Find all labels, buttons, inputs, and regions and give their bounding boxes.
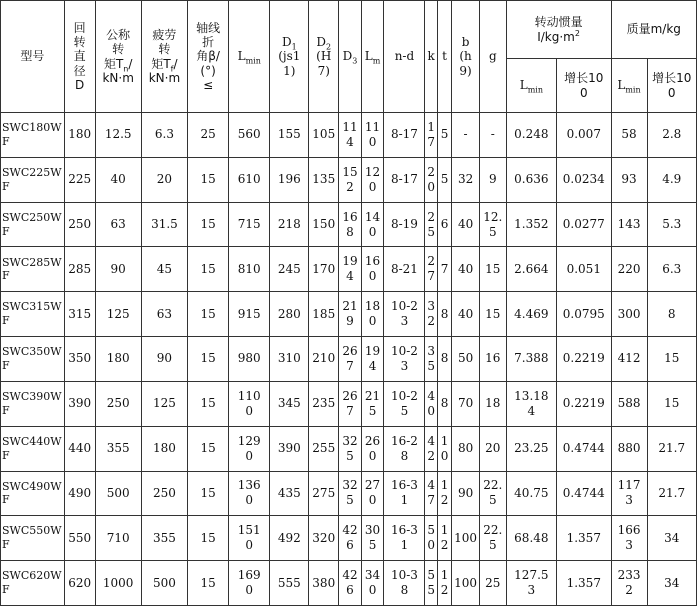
header-mass-lmin: $L_{min}$: [611, 59, 647, 113]
cell-inertia-lmin: 7.388: [506, 337, 556, 382]
table-row: [1, 516, 697, 561]
cell-fatigue-torque: 45: [141, 247, 187, 292]
cell-d2: 235: [309, 381, 339, 426]
table-row: [1, 247, 697, 292]
header-inertia-increase: 增长10 0: [557, 59, 612, 113]
cell-g: 15: [479, 247, 506, 292]
cell-mass-lmin: 880: [611, 426, 647, 471]
cell-k: 3 5: [425, 337, 437, 382]
cell-k: 2 7: [425, 247, 437, 292]
table-row: [1, 561, 697, 606]
cell-inertia-lmin: 40.75: [506, 471, 556, 516]
cell-t: 1 2: [437, 561, 451, 606]
cell-d2: 135: [309, 157, 339, 202]
cell-b: 40: [452, 202, 480, 247]
header-model: 型号: [1, 1, 65, 113]
table-row: [1, 471, 697, 516]
cell-mass-lmin: 300: [611, 292, 647, 337]
cell-g: 22. 5: [479, 516, 506, 561]
table-row: [1, 157, 697, 202]
header-inertia-lmin: $L_{min}$: [506, 59, 556, 113]
cell-d1: 555: [270, 561, 309, 606]
cell-diameter: 440: [64, 426, 95, 471]
cell-d1: 245: [270, 247, 309, 292]
cell-d3: 32 5: [339, 426, 362, 471]
cell-diameter: 390: [64, 381, 95, 426]
cell-diameter: 315: [64, 292, 95, 337]
cell-k: 1 7: [425, 113, 437, 158]
cell-inertia-increase: 0.0795: [557, 292, 612, 337]
cell-d3: 21 9: [339, 292, 362, 337]
cell-b: 80: [452, 426, 480, 471]
cell-lmin: 169 0: [229, 561, 270, 606]
cell-lmin: 610: [229, 157, 270, 202]
cell-mass-increase: 2.8: [647, 113, 697, 158]
cell-nd: 8-17: [384, 157, 425, 202]
cell-mass-lmin: 166 3: [611, 516, 647, 561]
cell-nominal-torque: 12.5: [95, 113, 141, 158]
cell-model: SWC315W F: [1, 292, 65, 337]
cell-nd: 8-19: [384, 202, 425, 247]
cell-mass-increase: 21.7: [647, 426, 697, 471]
cell-d3: 16 8: [339, 202, 362, 247]
cell-lm: 27 0: [361, 471, 384, 516]
cell-inertia-increase: 0.2219: [557, 381, 612, 426]
cell-axis-angle: 25: [188, 113, 229, 158]
header-row-top: [1, 1, 697, 59]
cell-g: 12. 5: [479, 202, 506, 247]
cell-d1: 196: [270, 157, 309, 202]
cell-g: 18: [479, 381, 506, 426]
header-lm: $L_m$: [361, 1, 384, 113]
cell-k: 2 0: [425, 157, 437, 202]
cell-d2: 380: [309, 561, 339, 606]
cell-inertia-lmin: 13.18 4: [506, 381, 556, 426]
cell-t: 6: [437, 202, 451, 247]
cell-lm: 30 5: [361, 516, 384, 561]
cell-fatigue-torque: 180: [141, 426, 187, 471]
cell-b: 40: [452, 247, 480, 292]
header-d2: $D_2$ (H 7): [309, 1, 339, 113]
cell-nominal-torque: 500: [95, 471, 141, 516]
cell-fatigue-torque: 500: [141, 561, 187, 606]
cell-b: -: [452, 113, 480, 158]
header-mass-group: 质量m/kg: [611, 1, 696, 59]
table-row: [1, 292, 697, 337]
cell-model: SWC250W F: [1, 202, 65, 247]
table-row: [1, 202, 697, 247]
cell-b: 100: [452, 516, 480, 561]
cell-diameter: 350: [64, 337, 95, 382]
cell-d1: 280: [270, 292, 309, 337]
cell-axis-angle: 15: [188, 157, 229, 202]
cell-inertia-increase: 1.357: [557, 561, 612, 606]
cell-diameter: 620: [64, 561, 95, 606]
cell-lmin: 980: [229, 337, 270, 382]
cell-mass-increase: 34: [647, 516, 697, 561]
cell-model: SWC550W F: [1, 516, 65, 561]
cell-diameter: 225: [64, 157, 95, 202]
cell-lm: 11 0: [361, 113, 384, 158]
cell-inertia-increase: 0.2219: [557, 337, 612, 382]
cell-diameter: 250: [64, 202, 95, 247]
cell-nominal-torque: 710: [95, 516, 141, 561]
cell-fatigue-torque: 31.5: [141, 202, 187, 247]
header-d1: $D_1$ (js1 1): [270, 1, 309, 113]
header-diameter: 回 转 直 径 D: [64, 1, 95, 113]
cell-d3: 15 2: [339, 157, 362, 202]
cell-nd: 10-2 3: [384, 337, 425, 382]
cell-t: 1 2: [437, 516, 451, 561]
table-body: [1, 113, 697, 606]
cell-fatigue-torque: 90: [141, 337, 187, 382]
cell-model: SWC285W F: [1, 247, 65, 292]
cell-nd: 10-2 3: [384, 292, 425, 337]
cell-k: 3 2: [425, 292, 437, 337]
cell-lm: 19 4: [361, 337, 384, 382]
cell-mass-increase: 4.9: [647, 157, 697, 202]
cell-mass-lmin: 93: [611, 157, 647, 202]
cell-fatigue-torque: 125: [141, 381, 187, 426]
cell-nominal-torque: 1000: [95, 561, 141, 606]
table-row: [1, 113, 697, 158]
cell-b: 50: [452, 337, 480, 382]
cell-mass-lmin: 412: [611, 337, 647, 382]
cell-nominal-torque: 250: [95, 381, 141, 426]
cell-nd: 8-21: [384, 247, 425, 292]
cell-t: 1 2: [437, 471, 451, 516]
cell-b: 100: [452, 561, 480, 606]
cell-k: 2 5: [425, 202, 437, 247]
cell-fatigue-torque: 355: [141, 516, 187, 561]
cell-mass-increase: 15: [647, 337, 697, 382]
cell-axis-angle: 15: [188, 381, 229, 426]
cell-d1: 492: [270, 516, 309, 561]
cell-axis-angle: 15: [188, 426, 229, 471]
cell-b: 70: [452, 381, 480, 426]
cell-mass-lmin: 233 2: [611, 561, 647, 606]
cell-t: 5: [437, 113, 451, 158]
cell-fatigue-torque: 250: [141, 471, 187, 516]
cell-diameter: 550: [64, 516, 95, 561]
table-row: [1, 381, 697, 426]
cell-g: 15: [479, 292, 506, 337]
cell-t: 7: [437, 247, 451, 292]
cell-k: 5 5: [425, 561, 437, 606]
cell-b: 90: [452, 471, 480, 516]
cell-inertia-increase: 0.007: [557, 113, 612, 158]
header-fatigue-torque: 疲劳 转 矩$T_f/$ kN·m: [141, 1, 187, 113]
cell-model: SWC350W F: [1, 337, 65, 382]
cell-g: 16: [479, 337, 506, 382]
header-t: t: [437, 1, 451, 113]
cell-lmin: 136 0: [229, 471, 270, 516]
cell-lmin: 129 0: [229, 426, 270, 471]
cell-t: 8: [437, 292, 451, 337]
cell-d2: 185: [309, 292, 339, 337]
table-row: [1, 337, 697, 382]
header-inertia-group: 转动惯量 $I/kg\cdot m^2$: [506, 1, 611, 59]
cell-fatigue-torque: 20: [141, 157, 187, 202]
cell-inertia-lmin: 23.25: [506, 426, 556, 471]
cell-d3: 32 5: [339, 471, 362, 516]
cell-nd: 16-2 8: [384, 426, 425, 471]
cell-model: SWC440W F: [1, 426, 65, 471]
cell-lm: 18 0: [361, 292, 384, 337]
cell-g: 22. 5: [479, 471, 506, 516]
cell-d1: 390: [270, 426, 309, 471]
cell-nominal-torque: 90: [95, 247, 141, 292]
header-g: g: [479, 1, 506, 113]
cell-d2: 320: [309, 516, 339, 561]
cell-axis-angle: 15: [188, 516, 229, 561]
cell-inertia-lmin: 68.48: [506, 516, 556, 561]
cell-lmin: 715: [229, 202, 270, 247]
cell-inertia-increase: 0.0234: [557, 157, 612, 202]
cell-fatigue-torque: 6.3: [141, 113, 187, 158]
cell-b: 32: [452, 157, 480, 202]
cell-nd: 10-3 8: [384, 561, 425, 606]
cell-t: 5: [437, 157, 451, 202]
cell-d1: 310: [270, 337, 309, 382]
cell-inertia-increase: 0.4744: [557, 426, 612, 471]
cell-d2: 255: [309, 426, 339, 471]
cell-nominal-torque: 180: [95, 337, 141, 382]
cell-model: SWC490W F: [1, 471, 65, 516]
cell-inertia-lmin: 1.352: [506, 202, 556, 247]
header-nominal-torque: 公称 转 矩$T_n/$ kN·m: [95, 1, 141, 113]
header-d3: $D_3$: [339, 1, 362, 113]
cell-mass-increase: 21.7: [647, 471, 697, 516]
cell-lmin: 560: [229, 113, 270, 158]
cell-g: 25: [479, 561, 506, 606]
cell-inertia-lmin: 127.5 3: [506, 561, 556, 606]
cell-mass-increase: 8: [647, 292, 697, 337]
cell-model: SWC180W F: [1, 113, 65, 158]
cell-model: SWC225W F: [1, 157, 65, 202]
cell-model: SWC620W F: [1, 561, 65, 606]
cell-mass-increase: 6.3: [647, 247, 697, 292]
cell-axis-angle: 15: [188, 561, 229, 606]
cell-fatigue-torque: 63: [141, 292, 187, 337]
cell-d1: 435: [270, 471, 309, 516]
cell-lm: 26 0: [361, 426, 384, 471]
cell-lmin: 810: [229, 247, 270, 292]
cell-d2: 105: [309, 113, 339, 158]
cell-model: SWC390W F: [1, 381, 65, 426]
cell-d3: 11 4: [339, 113, 362, 158]
cell-mass-lmin: 143: [611, 202, 647, 247]
cell-nominal-torque: 125: [95, 292, 141, 337]
cell-d3: 42 6: [339, 516, 362, 561]
header-b: b (h 9): [452, 1, 480, 113]
header-nd: n-d: [384, 1, 425, 113]
cell-mass-lmin: 588: [611, 381, 647, 426]
cell-diameter: 490: [64, 471, 95, 516]
cell-axis-angle: 15: [188, 247, 229, 292]
cell-inertia-lmin: 2.664: [506, 247, 556, 292]
cell-d1: 155: [270, 113, 309, 158]
cell-d2: 170: [309, 247, 339, 292]
cell-lm: 12 0: [361, 157, 384, 202]
cell-d3: 42 6: [339, 561, 362, 606]
cell-inertia-increase: 0.4744: [557, 471, 612, 516]
cell-mass-increase: 5.3: [647, 202, 697, 247]
cell-axis-angle: 15: [188, 471, 229, 516]
cell-d1: 345: [270, 381, 309, 426]
cell-diameter: 285: [64, 247, 95, 292]
cell-nd: 8-17: [384, 113, 425, 158]
cell-nd: 16-3 1: [384, 471, 425, 516]
cell-d2: 150: [309, 202, 339, 247]
cell-nd: 16-3 1: [384, 516, 425, 561]
cell-mass-lmin: 117 3: [611, 471, 647, 516]
cell-nominal-torque: 63: [95, 202, 141, 247]
cell-k: 4 7: [425, 471, 437, 516]
cell-g: -: [479, 113, 506, 158]
cell-t: 8: [437, 381, 451, 426]
cell-nominal-torque: 355: [95, 426, 141, 471]
cell-inertia-increase: 0.051: [557, 247, 612, 292]
cell-g: 20: [479, 426, 506, 471]
cell-t: 8: [437, 337, 451, 382]
header-mass-increase: 增长10 0: [647, 59, 697, 113]
cell-inertia-lmin: 4.469: [506, 292, 556, 337]
cell-d2: 210: [309, 337, 339, 382]
cell-inertia-increase: 1.357: [557, 516, 612, 561]
cell-lmin: 110 0: [229, 381, 270, 426]
cell-d1: 218: [270, 202, 309, 247]
cell-k: 5 0: [425, 516, 437, 561]
cell-inertia-increase: 0.0277: [557, 202, 612, 247]
cell-d2: 275: [309, 471, 339, 516]
cell-lm: 34 0: [361, 561, 384, 606]
cell-axis-angle: 15: [188, 337, 229, 382]
cell-axis-angle: 15: [188, 202, 229, 247]
cell-t: 1 0: [437, 426, 451, 471]
header-axis-angle: 轴线 折 角β/ (°) ≤: [188, 1, 229, 113]
cell-mass-lmin: 58: [611, 113, 647, 158]
cell-inertia-lmin: 0.248: [506, 113, 556, 158]
cell-inertia-lmin: 0.636: [506, 157, 556, 202]
table-row: [1, 426, 697, 471]
cell-mass-increase: 34: [647, 561, 697, 606]
cell-d3: 19 4: [339, 247, 362, 292]
cell-axis-angle: 15: [188, 292, 229, 337]
cell-mass-lmin: 220: [611, 247, 647, 292]
cell-lm: 21 5: [361, 381, 384, 426]
cell-b: 40: [452, 292, 480, 337]
cell-d3: 26 7: [339, 337, 362, 382]
header-k: k: [425, 1, 437, 113]
cell-d3: 26 7: [339, 381, 362, 426]
cell-lmin: 151 0: [229, 516, 270, 561]
cell-lmin: 915: [229, 292, 270, 337]
cell-k: 4 0: [425, 381, 437, 426]
cell-mass-increase: 15: [647, 381, 697, 426]
cell-lm: 14 0: [361, 202, 384, 247]
cell-g: 9: [479, 157, 506, 202]
cell-diameter: 180: [64, 113, 95, 158]
cell-nominal-torque: 40: [95, 157, 141, 202]
cell-nd: 10-2 5: [384, 381, 425, 426]
cell-lm: 16 0: [361, 247, 384, 292]
cell-k: 4 2: [425, 426, 437, 471]
header-lmin: $L_{min}$: [229, 1, 270, 113]
